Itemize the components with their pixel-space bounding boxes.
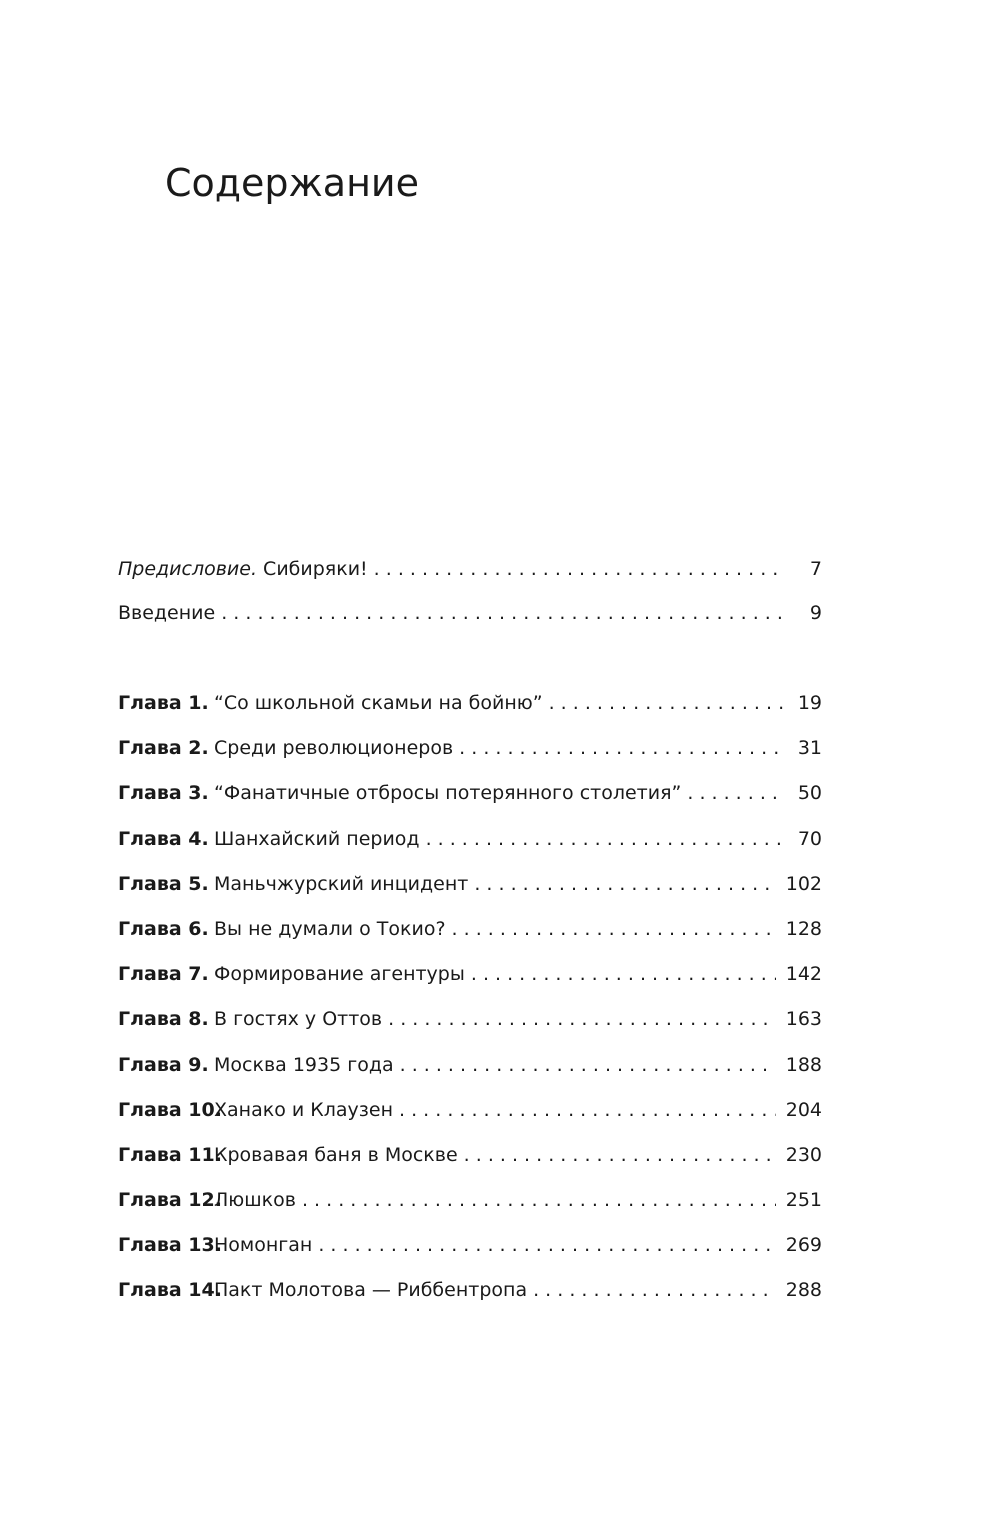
toc-entry-title-text: Сибиряки!	[257, 558, 368, 580]
toc-page-number: 230	[785, 1143, 822, 1166]
chapter-label: Глава 4.	[118, 827, 209, 850]
chapter-title: Пакт Молотова — Риббентропа	[214, 1279, 528, 1302]
toc-page-number: 31	[797, 737, 822, 760]
dot-leader	[549, 692, 784, 714]
toc-entry-title	[118, 558, 368, 580]
chapter-list	[118, 692, 822, 1325]
toc-page-number: 128	[785, 917, 822, 940]
chapter-title: Номонган	[214, 1234, 313, 1257]
dot-leader	[374, 558, 784, 580]
chapter-label: Глава 8.	[118, 1008, 209, 1031]
toc-page-number: 70	[797, 827, 822, 850]
toc-page-number: 9	[809, 602, 822, 624]
toc-entry-chapter-11[interactable]	[118, 1144, 822, 1189]
dot-leader	[221, 602, 784, 624]
toc-entry-chapter-8[interactable]	[118, 1008, 822, 1053]
toc-page-number: 188	[785, 1053, 822, 1076]
toc-page-number: 163	[785, 1008, 822, 1031]
toc-entry-chapter-10[interactable]	[118, 1099, 822, 1144]
toc-page-number: 269	[785, 1234, 822, 1257]
dot-leader	[426, 828, 784, 850]
chapter-title: Люшков	[214, 1189, 296, 1212]
dot-leader	[464, 1144, 776, 1166]
toc-page-number: 102	[785, 872, 822, 895]
dot-leader	[533, 1279, 776, 1301]
chapter-title: Кровавая баня в Москве	[214, 1143, 458, 1166]
chapter-label: Глава 14.	[118, 1279, 222, 1302]
toc-entry-chapter-1[interactable]	[118, 692, 822, 737]
chapter-label: Глава 2.	[118, 737, 209, 760]
chapter-label: Глава 13.	[118, 1234, 222, 1257]
toc-entry-introduction[interactable]	[118, 602, 822, 646]
chapter-title: Шанхайский период	[214, 827, 420, 850]
toc-entry-preface[interactable]	[118, 558, 822, 602]
dot-leader	[459, 737, 784, 759]
chapter-title: “Фанатичные отбросы потерянного столетия”	[214, 782, 682, 805]
toc-entry-chapter-3[interactable]	[118, 782, 822, 827]
toc-page-number: 7	[809, 558, 822, 580]
chapter-title: Среди революционеров	[214, 737, 454, 760]
chapter-title: “Со школьной скамьи на бойню”	[214, 692, 543, 714]
toc-entry-chapter-4[interactable]	[118, 828, 822, 873]
chapter-label: Глава 7.	[118, 963, 209, 986]
dot-leader	[302, 1189, 776, 1211]
toc-page-number: 204	[785, 1098, 822, 1121]
toc-entry-chapter-12[interactable]	[118, 1189, 822, 1234]
toc-page-number: 19	[797, 692, 822, 714]
dot-leader	[687, 782, 784, 804]
dot-leader	[399, 1099, 776, 1121]
toc-entry-chapter-5[interactable]	[118, 873, 822, 918]
chapter-title: Формирование агентуры	[214, 963, 465, 986]
front-matter-list	[118, 558, 822, 646]
chapter-label: Глава 11.	[118, 1143, 222, 1166]
toc-entry-chapter-7[interactable]	[118, 963, 822, 1008]
dot-leader	[471, 963, 776, 985]
chapter-title: Маньчжурский инцидент	[214, 872, 469, 895]
dot-leader	[400, 1054, 776, 1076]
dot-leader	[388, 1008, 776, 1030]
dot-leader	[318, 1234, 775, 1256]
toc-entry-chapter-14[interactable]	[118, 1279, 822, 1324]
chapter-label: Глава 1.	[118, 692, 209, 714]
dot-leader	[474, 873, 775, 895]
toc-page-number: 50	[797, 782, 822, 805]
chapter-label: Глава 12.	[118, 1189, 222, 1212]
chapter-title: Вы не думали о Токио?	[214, 917, 446, 940]
toc-entry-chapter-9[interactable]	[118, 1054, 822, 1099]
chapter-title: Москва 1935 года	[214, 1053, 394, 1076]
dot-leader	[452, 918, 776, 940]
toc-page-number: 251	[785, 1189, 822, 1212]
chapter-label: Глава 5.	[118, 872, 209, 895]
toc-entry-chapter-6[interactable]	[118, 918, 822, 963]
chapter-title: Ханако и Клаузен	[214, 1098, 393, 1121]
chapter-title: В гостях у Оттов	[214, 1008, 383, 1031]
toc-page-number: 288	[785, 1279, 822, 1302]
toc-entry-italic-prefix: Предисловие.	[118, 558, 258, 580]
toc-entry-chapter-2[interactable]	[118, 737, 822, 782]
chapter-label: Глава 3.	[118, 782, 209, 805]
toc-entry-title: Введение	[118, 602, 216, 624]
chapter-label: Глава 9.	[118, 1053, 209, 1076]
chapter-label: Глава 6.	[118, 917, 209, 940]
toc-page-number: 142	[785, 963, 822, 986]
toc-entry-chapter-13[interactable]	[118, 1234, 822, 1279]
chapter-label: Глава 10.	[118, 1098, 222, 1121]
page-title: Содержание	[165, 161, 419, 205]
